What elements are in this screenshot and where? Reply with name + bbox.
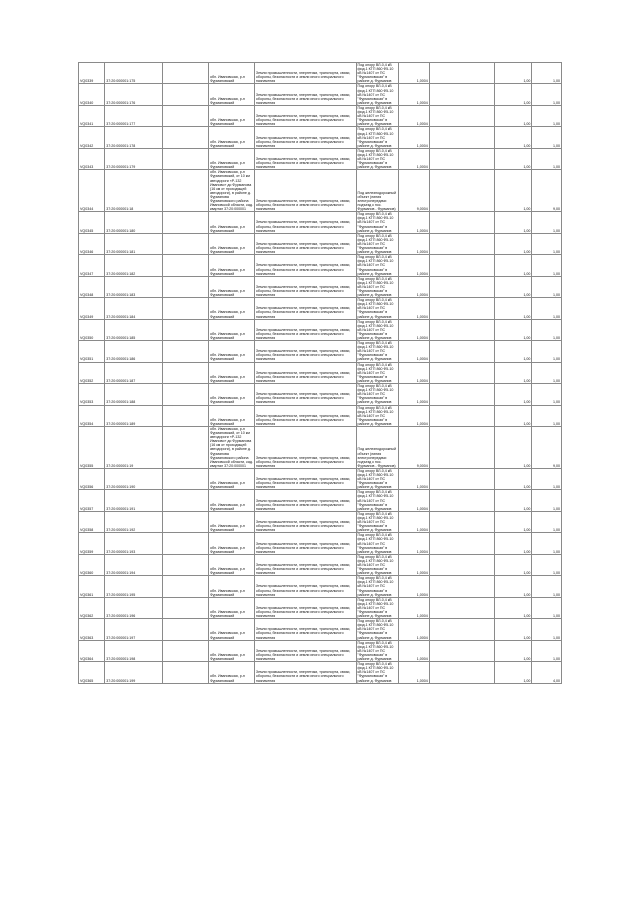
area-cell: 1,0004 <box>399 384 430 405</box>
land-category-cell: Земли промышленности, энергетики, транспорта, связи, обороны, безопасности и земли иного специального назначения <box>254 662 356 683</box>
rate-cell: 1,00 <box>495 405 532 426</box>
land-category-cell: Земли промышленности, энергетики, транспорта, связи, обороны, безопасности и земли иного специального назначения <box>254 148 356 169</box>
empty-cell <box>429 212 495 233</box>
table-row <box>79 127 562 148</box>
row-id-cell: VQ0350 <box>79 319 105 340</box>
permitted-use-cell: Под опору ВЛ-0,4 кВ фид.1 КТП 860 Ф5-10 кВ №1407 от ПС "Фурмановская" в районе д. Фурманов <box>356 362 399 383</box>
cadastral-number-cell: 37:20:000001:196 <box>105 597 163 618</box>
empty-cell <box>429 597 495 618</box>
amount-cell: 1,00 <box>532 511 562 532</box>
empty-cell <box>429 490 495 511</box>
cadastral-number-cell: 37:20:000001:185 <box>105 319 163 340</box>
empty-cell <box>163 170 209 212</box>
empty-cell <box>429 640 495 661</box>
amount-cell: 1,00 <box>532 276 562 297</box>
address-cell: обл. Ивановская, р-н Фурмановский <box>209 298 255 319</box>
area-cell: 1,0004 <box>399 511 430 532</box>
rate-cell: 1,00 <box>495 298 532 319</box>
address-cell: обл. Ивановская, р-н Фурмановский <box>209 576 255 597</box>
land-category-cell: Земли промышленности, энергетики, транспорта, связи, обороны, безопасности и земли иного специального назначения <box>254 490 356 511</box>
rate-cell: 1,00 <box>495 468 532 489</box>
land-category-cell: Земли промышленности, энергетики, транспорта, связи, обороны, безопасности и земли иного специального назначения <box>254 105 356 126</box>
table-row <box>79 597 562 618</box>
rate-cell: 1,00 <box>495 276 532 297</box>
cadastral-number-cell: 37:20:000001:179 <box>105 148 163 169</box>
empty-cell <box>163 255 209 276</box>
table-row <box>79 341 562 362</box>
area-cell: 1,0004 <box>399 468 430 489</box>
address-cell: обл. Ивановская, р-н Фурмановский <box>209 384 255 405</box>
address-cell: обл. Ивановская, р-н Фурмановский <box>209 405 255 426</box>
cadastral-number-cell: 37:20:000001:177 <box>105 105 163 126</box>
empty-cell <box>163 511 209 532</box>
empty-cell <box>429 255 495 276</box>
amount-cell: 1,00 <box>532 640 562 661</box>
rate-cell: 1,00 <box>495 233 532 254</box>
address-cell: обл. Ивановская, р-н Фурмановский <box>209 105 255 126</box>
area-cell: 1,0004 <box>399 405 430 426</box>
empty-cell <box>163 127 209 148</box>
address-cell: обл. Ивановская, р-н Фурмановский, от 10 км автодороги «Р-132 Иваново» до Фурманова (16 км от проходящей автодороги), в районе д. Фурманова Фурмановского района Ивановской области, кад. квартал 37:20:000001 <box>210 170 253 212</box>
permitted-use-cell: Под железнодорожный объект (линия электропередачи подъезд к пос. Фурманов - Фурманов) <box>356 170 399 212</box>
permitted-use-cell: Под опору ВЛ-0,4 кВ фид.1 КТП 860 Ф5-10 кВ №1407 от ПС "Фурмановская" в районе д. Фурманов <box>356 554 399 575</box>
row-id-cell: VQ0357 <box>79 490 105 511</box>
table-row <box>79 84 562 105</box>
empty-cell <box>429 405 495 426</box>
amount-cell: 1,00 <box>532 619 562 640</box>
amount-cell: 1,00 <box>532 84 562 105</box>
amount-cell: 1,00 <box>532 298 562 319</box>
row-id-cell: VQ0345 <box>79 212 105 233</box>
table-row <box>79 533 562 554</box>
land-category-cell: Земли промышленности, энергетики, транспорта, связи, обороны, безопасности и земли иного специального назначения <box>254 341 356 362</box>
area-cell: 1,0004 <box>399 255 430 276</box>
table-row <box>79 662 562 683</box>
land-category-cell: Земли промышленности, энергетики, транспорта, связи, обороны, безопасности и земли иного специального назначения <box>254 426 356 468</box>
empty-cell <box>429 576 495 597</box>
area-cell: 1,0004 <box>399 84 430 105</box>
area-cell: 1,0004 <box>399 490 430 511</box>
cadastral-number-cell: 37:20:000001:199 <box>105 662 163 683</box>
land-category-cell: Земли промышленности, энергетики, транспорта, связи, обороны, безопасности и земли иного специального назначения <box>254 468 356 489</box>
empty-cell <box>429 276 495 297</box>
empty-cell <box>429 511 495 532</box>
area-cell: 1,0004 <box>399 640 430 661</box>
land-category-cell: Земли промышленности, энергетики, транспорта, связи, обороны, безопасности и земли иного специального назначения <box>254 276 356 297</box>
area-cell: 1,0004 <box>399 127 430 148</box>
cadastral-number-cell: 37:20:000001:190 <box>105 468 163 489</box>
area-cell: 9,0004 <box>399 170 430 212</box>
table-row <box>79 233 562 254</box>
cadastral-number-cell: 37:20:000001:192 <box>105 511 163 532</box>
permitted-use-cell: Под опору ВЛ-0,4 кВ фид.1 КТП 860 Ф5-10 кВ №1407 от ПС "Фурмановская" в районе д. Фурманов <box>356 127 399 148</box>
row-id-cell: VQ0363 <box>79 619 105 640</box>
land-category-cell: Земли промышленности, энергетики, транспорта, связи, обороны, безопасности и земли иного специального назначения <box>254 576 356 597</box>
permitted-use-cell: Под опору ВЛ-0,4 кВ фид.1 КТП 860 Ф5-10 кВ №1407 от ПС "Фурмановская" в районе д. Фурманов <box>356 255 399 276</box>
land-category-cell: Земли промышленности, энергетики, транспорта, связи, обороны, безопасности и земли иного специального назначения <box>254 63 356 84</box>
empty-cell <box>163 468 209 489</box>
rate-cell: 1,00 <box>495 511 532 532</box>
land-category-cell: Земли промышленности, энергетики, транспорта, связи, обороны, безопасности и земли иного специального назначения <box>254 298 356 319</box>
empty-cell <box>163 319 209 340</box>
row-id-cell: VQ0358 <box>79 511 105 532</box>
permitted-use-cell: Под опору ВЛ-0,4 кВ фид.1 КТП 860 Ф5-10 кВ №1407 от ПС "Фурмановская" в районе д. Фурманов <box>356 576 399 597</box>
empty-cell <box>163 426 209 468</box>
row-id-cell: VQ0346 <box>79 233 105 254</box>
amount-cell: 1,00 <box>532 554 562 575</box>
empty-cell <box>429 127 495 148</box>
permitted-use-cell: Под опору ВЛ-0,4 кВ фид.1 КТП 860 Ф5-10 кВ №1407 от ПС "Фурмановская" в районе д. Фурманов <box>356 276 399 297</box>
cadastral-number-cell: 37:20:000001:176 <box>105 84 163 105</box>
land-category-cell: Земли промышленности, энергетики, транспорта, связи, обороны, безопасности и земли иного специального назначения <box>254 384 356 405</box>
rate-cell: 1,00 <box>495 362 532 383</box>
address-cell: обл. Ивановская, р-н Фурмановский <box>209 84 255 105</box>
table-row <box>79 276 562 297</box>
permitted-use-cell: Под опору ВЛ-0,4 кВ фид.1 КТП 860 Ф5-10 кВ №1407 от ПС "Фурмановская" в районе д. Фурманов <box>356 63 399 84</box>
empty-cell <box>429 319 495 340</box>
area-cell: 9,0004 <box>399 426 430 468</box>
empty-cell <box>429 554 495 575</box>
cadastral-number-cell: 37:20:000001:186 <box>105 341 163 362</box>
address-cell: обл. Ивановская, р-н Фурмановский <box>209 468 255 489</box>
land-category-cell: Земли промышленности, энергетики, транспорта, связи, обороны, безопасности и земли иного специального назначения <box>254 319 356 340</box>
empty-cell <box>163 148 209 169</box>
table-row <box>79 405 562 426</box>
rate-cell: 1,00 <box>495 148 532 169</box>
area-cell: 1,0004 <box>399 298 430 319</box>
land-category-cell: Земли промышленности, энергетики, транспорта, связи, обороны, безопасности и земли иного специального назначения <box>254 255 356 276</box>
empty-cell <box>163 576 209 597</box>
empty-cell <box>163 619 209 640</box>
row-id-cell: VQ0354 <box>79 405 105 426</box>
area-cell: 1,0004 <box>399 63 430 84</box>
amount-cell: 1,00 <box>532 341 562 362</box>
table-row <box>79 384 562 405</box>
empty-cell <box>429 619 495 640</box>
land-category-cell: Земли промышленности, энергетики, транспорта, связи, обороны, безопасности и земли иного специального назначения <box>254 212 356 233</box>
empty-cell <box>163 533 209 554</box>
rate-cell: 1,00 <box>495 576 532 597</box>
amount-cell: 9,00 <box>532 426 562 468</box>
land-category-cell: Земли промышленности, энергетики, транспорта, связи, обороны, безопасности и земли иного специального назначения <box>254 511 356 532</box>
table-row <box>79 298 562 319</box>
empty-cell <box>163 554 209 575</box>
row-id-cell: VQ0343 <box>79 148 105 169</box>
empty-cell <box>429 468 495 489</box>
amount-cell: 1,00 <box>532 255 562 276</box>
empty-cell <box>429 662 495 683</box>
row-id-cell: VQ0362 <box>79 597 105 618</box>
permitted-use-cell: Под опору ВЛ-0,4 кВ фид.1 КТП 860 Ф5-10 кВ №1407 от ПС "Фурмановская" в районе д. Фурманов <box>356 640 399 661</box>
amount-cell: 1,00 <box>532 533 562 554</box>
area-cell: 1,0004 <box>399 212 430 233</box>
table-row <box>79 490 562 511</box>
row-id-cell: VQ0347 <box>79 255 105 276</box>
permitted-use-cell: Под опору ВЛ-0,4 кВ фид.1 КТП 860 Ф5-10 кВ №1407 от ПС "Фурмановская" в районе д. Фурманов <box>356 384 399 405</box>
empty-cell <box>429 298 495 319</box>
rate-cell: 1,00 <box>495 490 532 511</box>
rate-cell: 1,00 <box>495 554 532 575</box>
amount-cell: 1,00 <box>532 384 562 405</box>
row-id-cell: VQ0359 <box>79 533 105 554</box>
row-id-cell: VQ0339 <box>79 63 105 84</box>
land-category-cell: Земли промышленности, энергетики, транспорта, связи, обороны, безопасности и земли иного специального назначения <box>254 127 356 148</box>
area-cell: 1,0004 <box>399 276 430 297</box>
row-id-cell: VQ0364 <box>79 640 105 661</box>
address-cell: обл. Ивановская, р-н Фурмановский <box>209 490 255 511</box>
amount-cell: 1,00 <box>532 127 562 148</box>
rate-cell: 1,00 <box>495 341 532 362</box>
cadastral-number-cell: 37:20:000001:184 <box>105 298 163 319</box>
permitted-use-cell: Под опору ВЛ-0,4 кВ фид.1 КТП 860 Ф5-10 кВ №1407 от ПС "Фурмановская" в районе д. Фурманов <box>356 597 399 618</box>
area-cell: 1,0004 <box>399 597 430 618</box>
table-row <box>79 319 562 340</box>
land-category-cell: Земли промышленности, энергетики, транспорта, связи, обороны, безопасности и земли иного специального назначения <box>254 405 356 426</box>
empty-cell <box>163 233 209 254</box>
table-row <box>79 362 562 383</box>
land-category-cell: Земли промышленности, энергетики, транспорта, связи, обороны, безопасности и земли иного специального назначения <box>254 533 356 554</box>
empty-cell <box>429 533 495 554</box>
permitted-use-cell: Под опору ВЛ-0,4 кВ фид.1 КТП 860 Ф5-10 кВ №1407 от ПС "Фурмановская" в районе д. Фурманов <box>356 105 399 126</box>
amount-cell: 4,00 <box>532 662 562 683</box>
empty-cell <box>429 426 495 468</box>
rate-cell: 1,00 <box>495 640 532 661</box>
empty-cell <box>163 597 209 618</box>
empty-cell <box>163 212 209 233</box>
empty-cell <box>163 384 209 405</box>
table-row <box>79 255 562 276</box>
address-cell: обл. Ивановская, р-н Фурмановский <box>209 63 255 84</box>
table-row <box>79 170 562 212</box>
table-row <box>79 640 562 661</box>
empty-cell <box>429 84 495 105</box>
rate-cell: 1,00 <box>495 319 532 340</box>
amount-cell: 1,00 <box>532 362 562 383</box>
area-cell: 1,0004 <box>399 576 430 597</box>
address-cell: обл. Ивановская, р-н Фурмановский <box>209 533 255 554</box>
permitted-use-cell: Под опору ВЛ-0,4 кВ фид.1 КТП 860 Ф5-10 кВ №1407 от ПС "Фурмановская" в районе д. Фурманов <box>356 319 399 340</box>
cadastral-number-cell: 37:20:000001:188 <box>105 384 163 405</box>
row-id-cell: VQ0355 <box>79 426 105 468</box>
empty-cell <box>163 84 209 105</box>
address-cell: обл. Ивановская, р-н Фурмановский <box>209 233 255 254</box>
row-id-cell: VQ0344 <box>79 170 105 212</box>
permitted-use-cell: Под опору ВЛ-0,4 кВ фид.1 КТП 860 Ф5-10 кВ №1407 от ПС "Фурмановская" в районе д. Фурманов <box>356 405 399 426</box>
land-category-cell: Земли промышленности, энергетики, транспорта, связи, обороны, безопасности и земли иного специального назначения <box>254 170 356 212</box>
cadastral-number-cell: 37:20:000001:178 <box>105 127 163 148</box>
area-cell: 1,0004 <box>399 662 430 683</box>
empty-cell <box>163 276 209 297</box>
rate-cell: 1,00 <box>495 255 532 276</box>
area-cell: 1,0004 <box>399 319 430 340</box>
empty-cell <box>429 233 495 254</box>
cadastral-number-cell: 37:20:000001:189 <box>105 405 163 426</box>
table-row <box>79 148 562 169</box>
permitted-use-cell: Под опору ВЛ-0,4 кВ фид.1 КТП 860 Ф5-10 кВ №1407 от ПС "Фурмановская" в районе д. Фурманов <box>356 84 399 105</box>
empty-cell <box>163 298 209 319</box>
permitted-use-cell: Под опору ВЛ-0,4 кВ фид.1 КТП 860 Ф5-10 кВ №1407 от ПС "Фурмановская" в районе д. Фурманов <box>356 533 399 554</box>
amount-cell: 1,00 <box>532 212 562 233</box>
address-cell: обл. Ивановская, р-н Фурмановский <box>209 148 255 169</box>
table-row <box>79 576 562 597</box>
cadastral-number-cell: 37:20:000001:180 <box>105 212 163 233</box>
cadastral-number-cell: 37:20:000001:197 <box>105 619 163 640</box>
empty-cell <box>163 405 209 426</box>
empty-cell <box>429 170 495 212</box>
permitted-use-cell: Под опору ВЛ-0,4 кВ фид.1 КТП 860 Ф5-10 кВ №1407 от ПС "Фурмановская" в районе д. Фурманов <box>356 490 399 511</box>
cadastral-number-cell: 37:20:000001:19 <box>105 426 163 468</box>
empty-cell <box>429 63 495 84</box>
cadastral-number-cell: 37:20:000001:183 <box>105 276 163 297</box>
table-row <box>79 554 562 575</box>
cadastral-number-cell: 37:20:000001:195 <box>105 576 163 597</box>
rate-cell: 1,00 <box>495 170 532 212</box>
row-id-cell: VQ0351 <box>79 341 105 362</box>
address-cell: обл. Ивановская, р-н Фурмановский <box>209 362 255 383</box>
rate-cell: 1,00 <box>495 127 532 148</box>
permitted-use-cell: Под опору ВЛ-0,4 кВ фид.1 КТП 860 Ф5-10 кВ №1407 от ПС "Фурмановская" в районе д. Фурманов <box>356 148 399 169</box>
area-cell: 1,0004 <box>399 533 430 554</box>
cadastral-number-cell: 37:20:000001:18 <box>105 170 163 212</box>
land-category-cell: Земли промышленности, энергетики, транспорта, связи, обороны, безопасности и земли иного специального назначения <box>254 233 356 254</box>
address-cell: обл. Ивановская, р-н Фурмановский <box>209 276 255 297</box>
cadastral-number-cell: 37:20:000001:194 <box>105 554 163 575</box>
land-category-cell: Земли промышленности, энергетики, транспорта, связи, обороны, безопасности и земли иного специального назначения <box>254 619 356 640</box>
row-id-cell: VQ0348 <box>79 276 105 297</box>
land-category-cell: Земли промышленности, энергетики, транспорта, связи, обороны, безопасности и земли иного специального назначения <box>254 554 356 575</box>
rate-cell: 1,00 <box>495 384 532 405</box>
cadastral-number-cell: 37:20:000001:175 <box>105 63 163 84</box>
cadastral-number-cell: 37:20:000001:198 <box>105 640 163 661</box>
cadastral-number-cell: 37:20:000001:181 <box>105 233 163 254</box>
cadastral-number-cell: 37:20:000001:187 <box>105 362 163 383</box>
table-row <box>79 63 562 84</box>
land-category-cell: Земли промышленности, энергетики, транспорта, связи, обороны, безопасности и земли иного специального назначения <box>254 597 356 618</box>
row-id-cell: VQ0365 <box>79 662 105 683</box>
area-cell: 1,0004 <box>399 619 430 640</box>
empty-cell <box>429 384 495 405</box>
registry-sheet <box>78 62 562 684</box>
empty-cell <box>429 362 495 383</box>
amount-cell: 1,00 <box>532 576 562 597</box>
row-id-cell: VQ0349 <box>79 298 105 319</box>
address-cell: обл. Ивановская, р-н Фурмановский <box>209 255 255 276</box>
area-cell: 1,0004 <box>399 233 430 254</box>
amount-cell: 1,00 <box>532 148 562 169</box>
amount-cell: 1,00 <box>532 468 562 489</box>
row-id-cell: VQ0353 <box>79 384 105 405</box>
permitted-use-cell: Под опору ВЛ-0,4 кВ фид.1 КТП 860 Ф5-10 кВ №1407 от ПС "Фурмановская" в районе д. Фурманов <box>356 298 399 319</box>
amount-cell: 1,00 <box>532 63 562 84</box>
rate-cell: 1,00 <box>495 619 532 640</box>
land-category-cell: Земли промышленности, энергетики, транспорта, связи, обороны, безопасности и земли иного специального назначения <box>254 640 356 661</box>
table-row <box>79 105 562 126</box>
cadastral-number-cell: 37:20:000001:182 <box>105 255 163 276</box>
amount-cell: 1,00 <box>532 405 562 426</box>
address-cell: обл. Ивановская, р-н Фурмановский, от 10 км автодороги «Р-132 Иваново» до Фурманова (16 км от проходящей автодороги), в районе д. Фурманова Фурмановского района Ивановской области, кад. квартал 37:20:000001 <box>210 426 253 468</box>
address-cell: обл. Ивановская, р-н Фурмановский <box>209 640 255 661</box>
rate-cell: 1,00 <box>495 533 532 554</box>
rate-cell: 1,00 <box>495 105 532 126</box>
land-plots-table <box>78 62 562 684</box>
amount-cell: 1,00 <box>532 597 562 618</box>
row-id-cell: VQ0352 <box>79 362 105 383</box>
permitted-use-cell: Под опору ВЛ-0,4 кВ фид.1 КТП 860 Ф5-10 кВ №1407 от ПС "Фурмановская" в районе д. Фурманов <box>356 619 399 640</box>
empty-cell <box>429 148 495 169</box>
permitted-use-cell: Под железнодорожный объект (линия электропередачи подъезд к пос. Фурманов - Фурманов) <box>356 426 399 468</box>
address-cell: обл. Ивановская, р-н Фурмановский <box>209 212 255 233</box>
amount-cell: 1,00 <box>532 490 562 511</box>
permitted-use-cell: Под опору ВЛ-0,4 кВ фид.1 КТП 860 Ф5-10 кВ №1407 от ПС "Фурмановская" в районе д. Фурманов <box>356 468 399 489</box>
table-row <box>79 212 562 233</box>
land-category-cell: Земли промышленности, энергетики, транспорта, связи, обороны, безопасности и земли иного специального назначения <box>254 362 356 383</box>
permitted-use-cell: Под опору ВЛ-0,4 кВ фид.1 КТП 860 Ф5-10 кВ №1407 от ПС "Фурмановская" в районе д. Фурманов <box>356 341 399 362</box>
rate-cell: 1,00 <box>495 212 532 233</box>
row-id-cell: VQ0360 <box>79 554 105 575</box>
empty-cell <box>163 490 209 511</box>
table-row <box>79 468 562 489</box>
address-cell: обл. Ивановская, р-н Фурмановский <box>209 597 255 618</box>
empty-cell <box>163 362 209 383</box>
address-cell: обл. Ивановская, р-н Фурмановский <box>209 662 255 683</box>
area-cell: 1,0004 <box>399 105 430 126</box>
empty-cell <box>429 341 495 362</box>
rate-cell: 1,00 <box>495 63 532 84</box>
amount-cell: 1,00 <box>532 105 562 126</box>
area-cell: 1,0004 <box>399 362 430 383</box>
address-cell: обл. Ивановская, р-н Фурмановский <box>209 127 255 148</box>
rate-cell: 1,00 <box>495 84 532 105</box>
amount-cell: 1,00 <box>532 319 562 340</box>
rate-cell: 1,00 <box>495 597 532 618</box>
rate-cell: 1,00 <box>495 426 532 468</box>
row-id-cell: VQ0356 <box>79 468 105 489</box>
address-cell: обл. Ивановская, р-н Фурмановский <box>209 319 255 340</box>
empty-cell <box>163 63 209 84</box>
table-row <box>79 426 562 468</box>
address-cell: обл. Ивановская, р-н Фурмановский <box>209 341 255 362</box>
address-cell: обл. Ивановская, р-н Фурмановский <box>209 554 255 575</box>
empty-cell <box>163 662 209 683</box>
empty-cell <box>163 105 209 126</box>
table-row <box>79 511 562 532</box>
row-id-cell: VQ0340 <box>79 84 105 105</box>
empty-cell <box>163 341 209 362</box>
amount-cell: 9,00 <box>532 170 562 212</box>
rate-cell: 1,00 <box>495 662 532 683</box>
land-category-cell: Земли промышленности, энергетики, транспорта, связи, обороны, безопасности и земли иного специального назначения <box>254 84 356 105</box>
area-cell: 1,0004 <box>399 554 430 575</box>
area-cell: 1,0004 <box>399 341 430 362</box>
permitted-use-cell: Под опору ВЛ-0,4 кВ фид.1 КТП 860 Ф5-10 кВ №1407 от ПС "Фурмановская" в районе д. Фурманов <box>356 662 399 683</box>
row-id-cell: VQ0342 <box>79 127 105 148</box>
address-cell: обл. Ивановская, р-н Фурмановский <box>209 619 255 640</box>
area-cell: 1,0004 <box>399 148 430 169</box>
table-row <box>79 619 562 640</box>
cadastral-number-cell: 37:20:000001:193 <box>105 533 163 554</box>
row-id-cell: VQ0361 <box>79 576 105 597</box>
amount-cell: 1,00 <box>532 233 562 254</box>
permitted-use-cell: Под опору ВЛ-0,4 кВ фид.1 КТП 860 Ф5-10 кВ №1407 от ПС "Фурмановская" в районе д. Фурманов <box>356 212 399 233</box>
cadastral-number-cell: 37:20:000001:191 <box>105 490 163 511</box>
address-cell: обл. Ивановская, р-н Фурмановский <box>209 511 255 532</box>
empty-cell <box>163 640 209 661</box>
permitted-use-cell: Под опору ВЛ-0,4 кВ фид.1 КТП 860 Ф5-10 кВ №1407 от ПС "Фурмановская" в районе д. Фурманов <box>356 233 399 254</box>
row-id-cell: VQ0341 <box>79 105 105 126</box>
empty-cell <box>429 105 495 126</box>
permitted-use-cell: Под опору ВЛ-0,4 кВ фид.1 КТП 860 Ф5-10 кВ №1407 от ПС "Фурмановская" в районе д. Фурманов <box>356 511 399 532</box>
